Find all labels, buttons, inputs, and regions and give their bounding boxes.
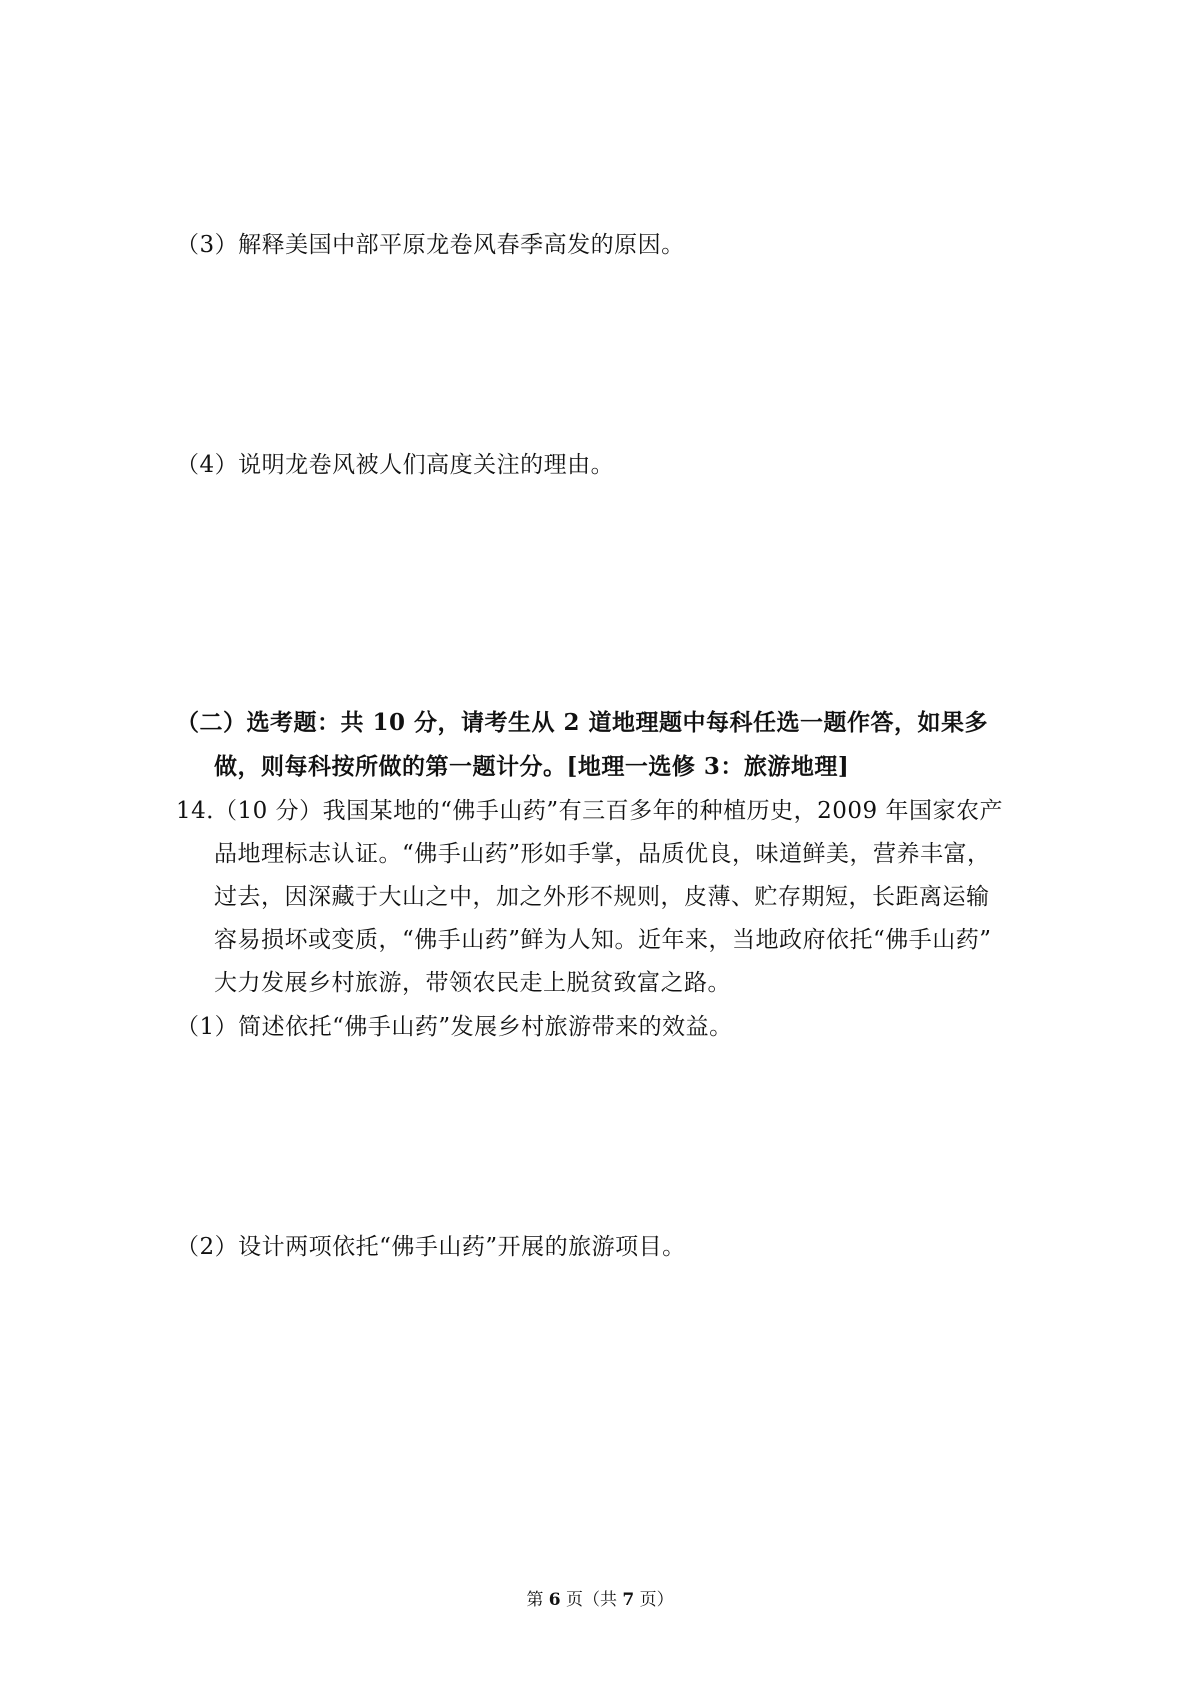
question-14-line-1: （10 分）我国某地的“佛手山药”有三百多年的种植历史，2009 年国家农产 xyxy=(214,798,1003,824)
question-14-line-2: 品地理标志认证。“佛手山药”形如手掌，品质优良，味道鲜美，营养丰富， xyxy=(214,841,991,867)
footer-prefix: 第 xyxy=(526,1590,544,1610)
section-heading-line-2: 做，则每科按所做的第一题计分。[地理一选修 3：旅游地理] xyxy=(214,753,850,780)
question-14-line-3: 过去，因深藏于大山之中，加之外形不规则，皮薄、贮存期短，长距离运输 xyxy=(214,884,990,910)
question-14-line-4: 容易损坏或变质，“佛手山药”鲜为人知。近年来，当地政府依托“佛手山药” xyxy=(214,927,992,953)
question-13-4: （4）说明龙卷风被人们高度关注的理由。 xyxy=(176,452,615,478)
question-14-number: 14． xyxy=(176,798,230,824)
footer-middle: 页（共 xyxy=(566,1590,617,1610)
question-14-line-5: 大力发展乡村旅游，带领农民走上脱贫致富之路。 xyxy=(214,970,731,996)
page-footer xyxy=(0,1588,1200,1612)
footer-page-number: 6 xyxy=(548,1590,561,1610)
footer-total-pages: 7 xyxy=(622,1590,635,1610)
question-13-3: （3）解释美国中部平原龙卷风春季高发的原因。 xyxy=(176,232,685,258)
question-14-sub-2: （2）设计两项依托“佛手山药”开展的旅游项目。 xyxy=(176,1234,686,1260)
question-14-sub-1: （1）简述依托“佛手山药”发展乡村旅游带来的效益。 xyxy=(176,1014,733,1040)
section-heading-line-1: （二）选考题：共 10 分，请考生从 2 道地理题中每科任选一题作答，如果多 xyxy=(176,709,989,736)
footer-suffix: 页） xyxy=(639,1590,674,1610)
